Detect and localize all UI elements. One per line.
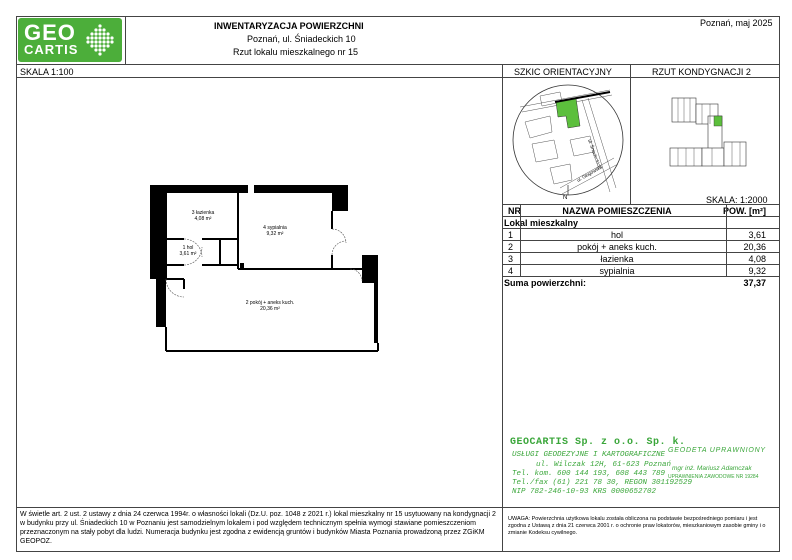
row-nr: 2 <box>508 242 514 252</box>
logo-geo-text: GEO <box>24 20 76 45</box>
rooms-table <box>502 205 780 289</box>
table-row <box>502 229 780 241</box>
row-area: 4,08 <box>748 254 766 264</box>
table-row <box>502 241 780 253</box>
footer-divider <box>16 507 780 508</box>
floor-title: RZUT KONDYGNACJI 2 <box>652 67 751 77</box>
room-4-label <box>250 225 300 237</box>
area-note: UWAGA: Powierzchnia użytkowa lokalu została obliczona na podstawie bezpośredniego pomiaru i jest zgodna z Ustawą z dnia 21 czerwca 2001 r. o ochronie praw lokatorów, mieszkaniowym zasobie gminy i o zmianie Kodeksu cywilnego. <box>508 516 766 536</box>
row-name: łazienka <box>600 254 634 264</box>
company-line3: Tel. kom. 600 144 193, 608 443 789 <box>512 470 666 478</box>
header-area: POW. [m²] <box>723 206 766 216</box>
sum-value: 37,37 <box>743 278 766 288</box>
sketch-vdivider <box>630 64 631 204</box>
row-nr: 3 <box>508 254 514 264</box>
company-line5: NIP 782-246-10-93 KRS 0000652702 <box>512 488 657 496</box>
row-area: 3,61 <box>748 230 766 240</box>
table-col-divider-1 <box>520 205 521 277</box>
company-line1: USŁUGI GEODEZYJNE I KARTOGRAFICZNE <box>512 451 666 459</box>
row-name: hol <box>610 230 623 240</box>
orientation-sketch <box>510 82 626 200</box>
room-2-area: 20,36 m² <box>260 306 280 312</box>
group-label: Lokal mieszkalny <box>504 218 579 228</box>
table-row <box>502 253 780 265</box>
header-nr: NR <box>508 206 521 216</box>
sum-label: Suma powierzchni: <box>504 278 587 288</box>
street-glogowska-label: ul. Głogowska <box>576 164 603 183</box>
street-sniadeckich-label: ul. Śniadeckich <box>587 138 603 169</box>
table-group-row <box>502 217 780 229</box>
room-3-label <box>178 210 228 222</box>
logo-dots-icon <box>82 23 118 57</box>
floor-overview <box>668 96 752 174</box>
room-1-label <box>170 245 206 257</box>
scale-divider <box>16 77 502 78</box>
room-2-name: 2 pokój + aneks kuch. <box>245 300 295 306</box>
logo-cartis-text: CARTIS <box>24 42 79 57</box>
row-nr: 1 <box>508 230 514 240</box>
north-label: N <box>563 195 568 200</box>
document-address: Poznań, ul. Śniadeckich 10 <box>247 34 356 44</box>
document-subtitle: Rzut lokalu mieszkalnego nr 15 <box>233 47 359 57</box>
header-name: NAZWA POMIESZCZENIA <box>562 206 672 216</box>
surveyor-permit: UPRAWNIENIA ZAWODOWE NR 19284 <box>668 474 759 480</box>
room-1-name: 1 hol <box>182 245 194 251</box>
footer-vdivider <box>502 507 503 552</box>
document-date: Poznań, maj 2025 <box>700 18 773 28</box>
company-name: GEOCARTIS Sp. z o.o. Sp. k. <box>510 437 686 448</box>
room-3-area: 4,08 m² <box>194 216 212 222</box>
row-area: 9,32 <box>748 266 766 276</box>
company-line4: Tel./fax (61) 221 78 30, REGON 301192529 <box>512 479 693 487</box>
document-title: INWENTARYZACJA POWIERZCHNI <box>214 21 364 31</box>
logo-divider <box>125 16 126 64</box>
table-row <box>502 265 780 277</box>
sketch-title: SZKIC ORIENTACYJNY <box>514 67 612 77</box>
room-3-name: 3 łazienka <box>191 210 215 216</box>
row-area: 20,36 <box>743 242 766 252</box>
floor-scale: SKALA: 1:2000 <box>706 195 768 205</box>
table-sum-row <box>502 277 780 289</box>
table-col-divider-2 <box>726 205 727 277</box>
row-name: pokój + aneks kuch. <box>577 242 657 252</box>
surveyor-title: GEODETA UPRAWNIONY <box>668 447 766 454</box>
surveyor-name: mgr inż. Mariusz Adamczak <box>672 465 752 472</box>
room-1-area: 3,61 m² <box>179 251 197 257</box>
room-4-area: 9,32 m² <box>266 231 284 237</box>
room-4-name: 4 sypialnia <box>263 225 287 231</box>
row-name: sypialnia <box>599 266 635 276</box>
sketch-title-divider <box>502 77 780 78</box>
table-header <box>502 205 780 217</box>
row-nr: 4 <box>508 266 514 276</box>
company-line2: ul. Wilczak 12H, 61-623 Poznań <box>536 461 672 469</box>
header-divider <box>16 64 780 65</box>
room-2-label <box>230 300 310 312</box>
plan-scale: SKALA 1:100 <box>20 67 74 77</box>
legal-statement: W świetle art. 2 ust. 2 ustawy z dnia 24 czerwca 1994r. o własności lokali (Dz.U. poz. 1048 z 2021 r.) lokal mieszkalny nr 15 usytuowany na kondygnacji 2 w budynku przy ul. Śniadeckich 10 w Poznaniu jest samodzielnym lokalem i pod względem technicznym spełnia wymogi stawiane pomieszczeniom przeznaczonym na stały pobyt dla ludzi. Numeracja budynku jest zgodna z ewidencją gruntów i budynków Miasta Poznania prowadzoną przez ZGiKM GEOPOZ. <box>20 511 496 545</box>
